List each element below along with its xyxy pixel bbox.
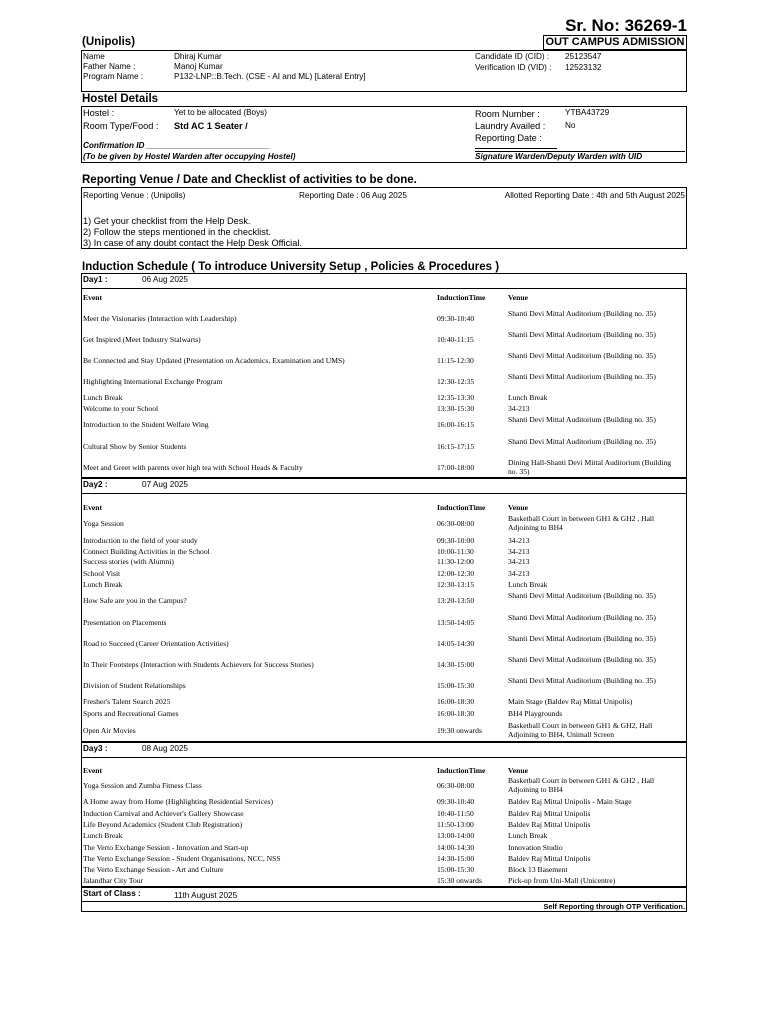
event-time: 19:30 onwards: [437, 726, 482, 735]
event-time: 12:30-13:15: [437, 580, 475, 589]
event-time: 13:50-14:05: [437, 618, 475, 627]
event-time: 16:00-16:15: [437, 420, 475, 429]
event-time: 14:00-14:30: [437, 843, 475, 852]
event-name: Presentation on Placements: [83, 618, 167, 627]
event-venue: Lunch Break: [508, 831, 548, 840]
event-time: 16:15-17:15: [437, 442, 475, 451]
admission-type-badge: OUT CAMPUS ADMISSION: [543, 35, 687, 50]
day-2-block: [81, 478, 687, 742]
father-label: Father Name :: [83, 62, 136, 71]
event-name: Meet the Visionaries (Interaction with Leadership): [83, 314, 237, 323]
day-label: Day1 :: [83, 275, 108, 284]
event-time: 10:40-11:15: [437, 335, 474, 344]
day-3-block: [81, 742, 687, 887]
cid-value: 25123547: [565, 52, 602, 61]
event-name: Get Inspired (Meet Industry Stalwarts): [83, 335, 201, 344]
event-time: 13:30-15:30: [437, 404, 475, 413]
column-header-event: Event: [83, 766, 102, 775]
event-venue: Shanti Devi Mittal Auditorium (Building no. 35): [508, 634, 656, 643]
induction-title: Induction Schedule ( To introduce University Setup , Policies & Procedures ): [82, 261, 500, 273]
event-venue: Basketball Court in between GH1 & GH2 , Hall Adjoining to BH4: [508, 514, 655, 532]
day-date: 08 Aug 2025: [142, 744, 188, 753]
event-venue: Shanti Devi Mittal Auditorium (Building no. 35): [508, 655, 656, 664]
event-name: Induction Carnival and Achiever's Gallery Showcase: [83, 809, 244, 818]
event-time: 13:20-13:50: [437, 596, 475, 605]
start-of-class-label: Start of Class :: [83, 889, 141, 898]
event-venue: Shanti Devi Mittal Auditorium (Building no. 35): [508, 676, 656, 685]
event-time: 14:30-15:00: [437, 854, 475, 863]
event-venue: Baldev Raj Mittal Unipolis: [508, 820, 591, 829]
event-name: Yoga Session and Zumba Fitness Class: [83, 781, 202, 790]
event-venue: Basketball Court in between GH1 & GH2, Hall Adjoining to BH4, Unimall Screen: [508, 721, 653, 739]
student-name: Dhiraj Kumar: [174, 52, 222, 61]
confirmation-note: (To be given by Hostel Warden after occupying Hostel): [83, 152, 296, 161]
event-name: Division of Student Relationships: [83, 681, 186, 690]
event-venue: Shanti Devi Mittal Auditorium (Building no. 35): [508, 591, 656, 600]
event-time: 12:35-13:30: [437, 393, 475, 402]
event-venue: Baldev Raj Mittal Unipolis: [508, 854, 591, 863]
serial-number: Sr. No: 36269-1: [565, 16, 687, 35]
room-type-label: Room Type/Food :: [83, 121, 159, 131]
father-name: Manoj Kumar: [174, 62, 223, 71]
hostel-value: Yet to be allocated (Boys): [174, 108, 267, 117]
event-time: 06:30-08:00: [437, 781, 475, 790]
program-name: P132-LNP::B.Tech. (CSE - AI and ML) [Lateral Entry]: [174, 72, 366, 81]
event-time: 10:00-11:30: [437, 547, 474, 556]
reporting-date: Reporting Date : 06 Aug 2025: [299, 191, 407, 200]
event-name: Lunch Break: [83, 393, 123, 402]
vid-label: Verification ID (VID) :: [475, 63, 552, 72]
day-label: Day3 :: [83, 744, 108, 753]
event-name: Road to Succeed (Career Orientation Activities): [83, 639, 229, 648]
start-of-class-date: 11th August 2025: [174, 891, 238, 900]
checklist-step-1: 1) Get your checklist from the Help Desk.: [83, 216, 251, 226]
event-time: 15:30 onwards: [437, 876, 482, 885]
event-name: Jalandhar City Tour: [83, 876, 144, 885]
event-name: The Verto Exchange Session - Student Organisations, NCC, NSS: [83, 854, 281, 863]
event-time: 16:00-18:30: [437, 697, 475, 706]
event-name: Introduction to the field of your study: [83, 536, 198, 545]
event-venue: Main Stage (Baldev Raj Mittal Unipolis): [508, 697, 633, 706]
reporting-box: [81, 187, 687, 249]
hostel-box: [81, 106, 687, 163]
event-time: 14:30-15:00: [437, 660, 475, 669]
event-venue: Shanti Devi Mittal Auditorium (Building no. 35): [508, 415, 656, 424]
event-name: Open Air Movies: [83, 726, 136, 735]
event-venue: Baldev Raj Mittal Unipolis - Main Stage: [508, 797, 632, 806]
event-name: Yoga Session: [83, 519, 124, 528]
column-header-time: InductionTime: [437, 293, 486, 302]
cid-label: Candidate ID (CID) :: [475, 52, 550, 61]
event-name: Introduction to the Student Welfare Wing: [83, 420, 209, 429]
event-name: Life Beyond Academics (Student Club Registration): [83, 820, 243, 829]
event-time: 14:05-14:30: [437, 639, 475, 648]
confirmation-id-label: Confirmation ID ___________________________: [83, 141, 270, 150]
event-name: Highlighting International Exchange Program: [83, 377, 223, 386]
room-type-value: Std AC 1 Seater /: [174, 121, 248, 131]
event-name: Cultural Show by Senior Students: [83, 442, 187, 451]
event-venue: Pick-up from Uni-Mall (Unicentre): [508, 876, 616, 885]
event-venue: Lunch Break: [508, 580, 548, 589]
event-name: Lunch Break: [83, 831, 123, 840]
column-header-time: InductionTime: [437, 503, 486, 512]
name-label: Name: [83, 52, 105, 61]
event-time: 16:00-18:30: [437, 709, 475, 718]
program-label: Program Name :: [83, 72, 144, 81]
event-time: 12:00-12:30: [437, 569, 475, 578]
allotted-reporting-date: Allotted Reporting Date : 4th and 5th August 2025: [504, 191, 685, 200]
reporting-date-label: Reporting Date :: [475, 133, 542, 143]
event-name: Be Connected and Stay Updated (Presentation on Academics, Examination and UMS): [83, 356, 345, 365]
event-venue: 34-213: [508, 404, 530, 413]
event-name: Welcome to your School: [83, 404, 159, 413]
column-header-venue: Venue: [508, 766, 528, 775]
column-header-event: Event: [83, 503, 102, 512]
event-venue: 34-213: [508, 569, 530, 578]
reporting-venue: Reporting Venue : (Unipolis): [83, 191, 186, 200]
event-venue: 34-213: [508, 557, 530, 566]
event-time: 06:30-08:00: [437, 519, 475, 528]
event-venue: Baldev Raj Mittal Unipolis: [508, 809, 591, 818]
event-name: The Verto Exchange Session - Art and Culture: [83, 865, 224, 874]
event-time: 11:50-13:00: [437, 820, 474, 829]
laundry-value: No: [565, 121, 576, 130]
room-number-value: YTBA43729: [565, 108, 610, 117]
event-name: School Visit: [83, 569, 121, 578]
event-time: 09:30-10:40: [437, 314, 475, 323]
event-name: Connect Building Activities in the School: [83, 547, 210, 556]
vid-value: 12523132: [565, 63, 602, 72]
event-time: 17:00-18:00: [437, 463, 475, 472]
event-venue: Shanti Devi Mittal Auditorium (Building no. 35): [508, 330, 656, 339]
event-venue: Block 13 Basement: [508, 865, 568, 874]
event-venue: Shanti Devi Mittal Auditorium (Building no. 35): [508, 437, 656, 446]
checklist-step-2: 2) Follow the steps mentioned in the checklist.: [83, 227, 271, 237]
event-name: Sports and Recreational Games: [83, 709, 179, 718]
event-venue: 34-213: [508, 536, 530, 545]
event-name: In Their Footsteps (Interaction with Students Achievers for Success Stories): [83, 660, 314, 669]
column-header-event: Event: [83, 293, 102, 302]
event-venue: Shanti Devi Mittal Auditorium (Building no. 35): [508, 351, 656, 360]
event-time: 13:00-14:00: [437, 831, 475, 840]
event-venue: Shanti Devi Mittal Auditorium (Building no. 35): [508, 613, 656, 622]
reporting-title: Reporting Venue / Date and Checklist of activities to be done.: [82, 174, 417, 186]
student-info-box: [81, 50, 687, 92]
event-name: Fresher's Talent Search 2025: [83, 697, 171, 706]
laundry-label: Laundry Availed :: [475, 121, 546, 131]
event-time: 15:00-15:30: [437, 865, 475, 874]
column-header-venue: Venue: [508, 503, 528, 512]
checklist-step-3: 3) In case of any doubt contact the Help Desk Official.: [83, 238, 302, 248]
event-venue: Basketball Court in between GH1 & GH2 , Hall Adjoining to BH4: [508, 776, 655, 794]
day-label: Day2 :: [83, 480, 108, 489]
column-header-venue: Venue: [508, 293, 528, 302]
event-venue: 34-213: [508, 547, 530, 556]
event-time: 11:15-12:30: [437, 356, 474, 365]
event-name: The Verto Exchange Session - Innovation and Start-up: [83, 843, 249, 852]
start-of-class-block: [81, 887, 687, 912]
hostel-title: Hostel Details: [82, 93, 159, 105]
event-time: 09:30-10:40: [437, 797, 475, 806]
day-date: 07 Aug 2025: [142, 480, 188, 489]
event-venue: Shanti Devi Mittal Auditorium (Building no. 35): [508, 309, 656, 318]
room-number-label: Room Number :: [475, 109, 540, 119]
event-time: 09:30-10:00: [437, 536, 475, 545]
event-name: A Home away from Home (Highlighting Residential Services): [83, 797, 274, 806]
event-name: Success stories (with Alumni): [83, 557, 174, 566]
event-venue: Innovation Studio: [508, 843, 563, 852]
event-time: 10:40-11:50: [437, 809, 474, 818]
event-venue: Dining Hall-Shanti Devi Mittal Auditorium (Building no. 35): [508, 458, 672, 476]
org-name: (Unipolis): [82, 36, 136, 48]
event-time: 15:00-15:30: [437, 681, 475, 690]
otp-verification-note: Self Reporting through OTP Verification.: [543, 902, 685, 911]
event-venue: BH4 Playgrounds: [508, 709, 563, 718]
hostel-label: Hostel :: [83, 108, 115, 118]
event-name: Lunch Break: [83, 580, 123, 589]
event-name: How Safe are you in the Campus?: [83, 596, 187, 605]
column-header-time: InductionTime: [437, 766, 486, 775]
day-date: 06 Aug 2025: [142, 275, 188, 284]
event-time: 12:30-12:35: [437, 377, 475, 386]
event-venue: Lunch Break: [508, 393, 548, 402]
event-time: 11:30-12:00: [437, 557, 474, 566]
day-1-block: [81, 273, 687, 478]
event-name: Meet and Greet with parents over high tea with School Heads & Faculty: [83, 463, 303, 472]
event-venue: Shanti Devi Mittal Auditorium (Building no. 35): [508, 372, 656, 381]
warden-signature-label: Signature Warden/Deputy Warden with UID: [475, 152, 643, 161]
